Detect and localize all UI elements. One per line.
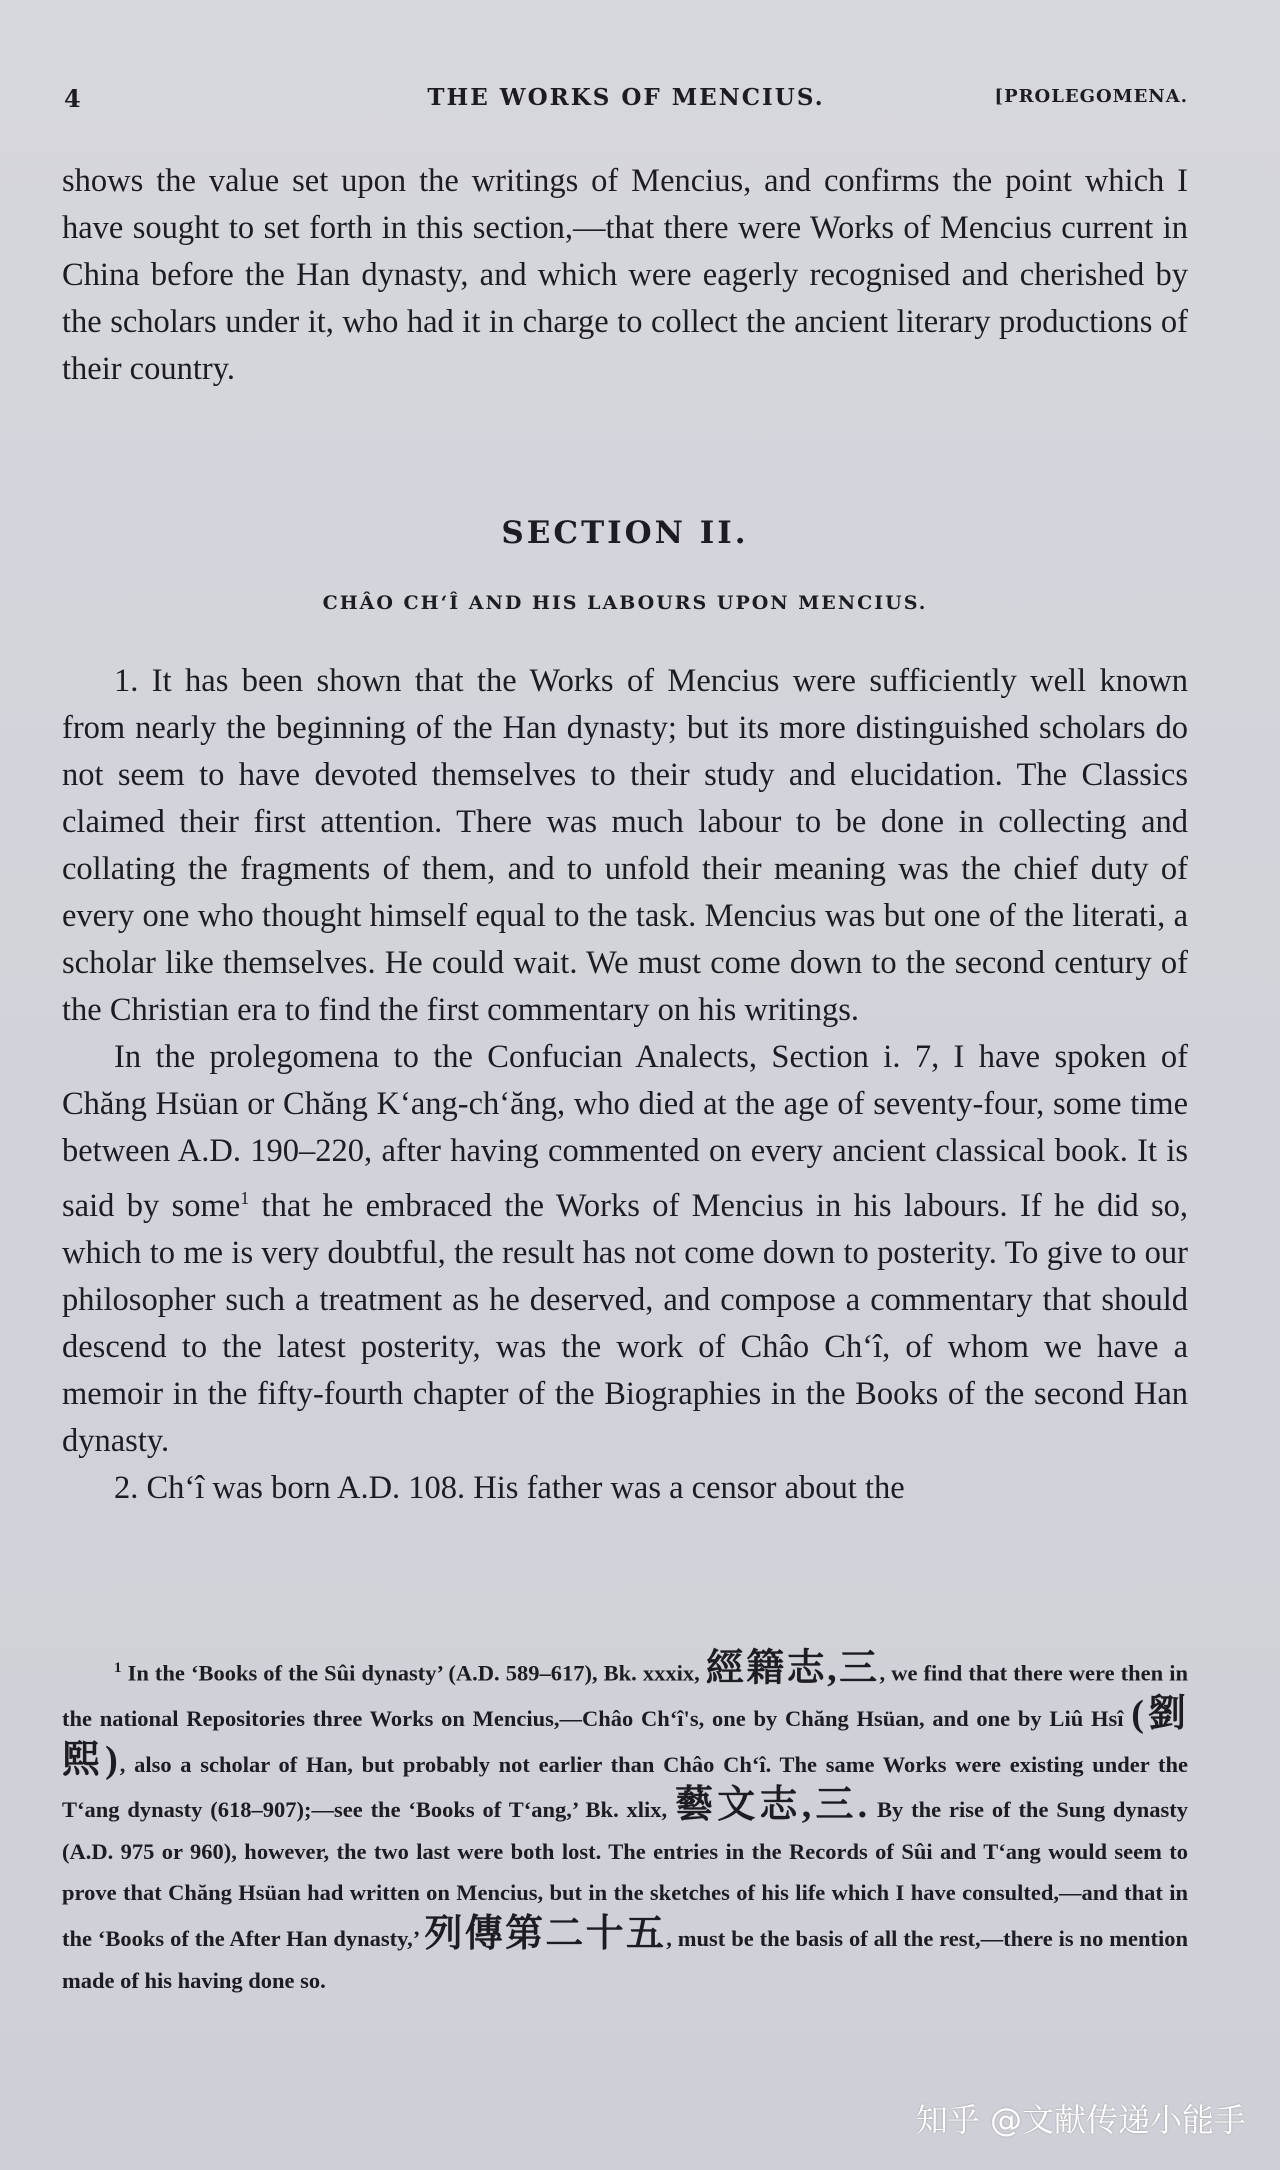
footnote-text-3: , also a scholar of Han, but probably not earlier than Châo Ch‘î. The same Works were existing under the T‘ang dynasty (618–907);—see the ‘Books of T‘ang,’ Bk. xlix,	[62, 1751, 1188, 1823]
paragraph-1: 1. It has been shown that the Works of Mencius were sufficiently well known from nearly the beginning of the Han dynasty; but its more distinguished scholars do not seem to have devoted themselves to their study and elucidation. The Classics claimed their first attention. There was much labour to be done in collecting and collating the fragments of them, and to unfold their meaning was the chief duty of every one who thought himself equal to the task. Mencius was but one of the literati, a scholar like themselves. He could wait. We must come down to the second century of the Christian era to find the first commentary on his writings.	[62, 663, 1188, 1028]
footnote-chinese-2: (劉熙)	[62, 1693, 1188, 1781]
paragraph-2-part-a: In the prolegomena to the Confucian Analects, Section i. 7, I have spoken of Chăng Hsüan or Chăng K‘ang-ch‘ăng, who died at the age of seventy-four, some time between A.D. 190–220, after having commented on every ancient classical book. It is said by some	[62, 1039, 1188, 1224]
footnote-text-4: By the rise of the Sung dynasty (A.D. 975 or 960), however, the two last were both lost. The entries in the Records of Sûi and T‘ang would seem to prove that Chăng Hsüan had written on Mencius, but in the sketches of his life which I have consulted,—and that in the ‘Books of the After Han dynasty,’	[62, 1797, 1188, 1952]
body-text	[62, 658, 1188, 1512]
running-title: THE WORKS OF MENCIUS.	[427, 84, 825, 111]
running-header	[64, 84, 1188, 124]
paragraph-2	[62, 1034, 1188, 1465]
footnote-text-2: , we find that there were then in the national Repositories three Works on Mencius,—Châo Ch‘î's, one by Chăng Hsüan, and one by Liû Hsî	[62, 1660, 1188, 1732]
footnote-chinese-1: 經籍志,三	[705, 1647, 880, 1690]
footnote-marker: 1	[114, 1660, 122, 1676]
footnote-text-1: In the ‘Books of the Sûi dynasty’ (A.D. 589–617), Bk. xxxix,	[121, 1660, 706, 1686]
page-number: 4	[64, 84, 81, 113]
footnote-paragraph	[62, 1648, 1188, 2001]
footnote-reference: 1	[240, 1188, 250, 1208]
paragraph-2-part-b: that he embraced the Works of Mencius in his labours. If he did so, which to me is very doubtful, the result has not come down to posterity. To give to our philosopher such a treatment as he deserved, and compose a commentary that should descend to the latest posterity, was the work of Châo Ch‘î, of whom we have a memoir in the fifty-fourth chapter of the Biographies in the Books of the second Han dynasty.	[62, 1187, 1188, 1459]
footnote-text-5: , must be the basis of all the rest,—there is no mention made of his having done so.	[62, 1926, 1188, 1993]
intro-paragraph: shows the value set upon the writings of Mencius, and confirms the point which I have sought to set forth in this section,—that there were Works of Mencius current in China before the Han dynasty, and which were eagerly recognised and cherished by the scholars under it, who had it in charge to collect the ancient literary productions of their country.	[62, 163, 1188, 387]
watermark: 知乎 @文献传递小能手	[915, 2101, 1246, 2139]
intro-paragraph-block	[62, 158, 1188, 393]
running-section-label: [PROLEGOMENA.	[994, 86, 1188, 107]
section-subheading: CHÂO CH‘Î AND HIS LABOURS UPON MENCIUS.	[322, 592, 928, 614]
footnote-chinese-3: 藝文志,三.	[675, 1784, 870, 1827]
section-heading: SECTION II.	[501, 515, 749, 551]
footnote	[62, 1648, 1188, 2001]
paragraph-3: 2. Ch‘î was born A.D. 108. His father was a censor about the	[114, 1469, 905, 1506]
footnote-chinese-4: 列傳第二十五	[424, 1913, 667, 1956]
